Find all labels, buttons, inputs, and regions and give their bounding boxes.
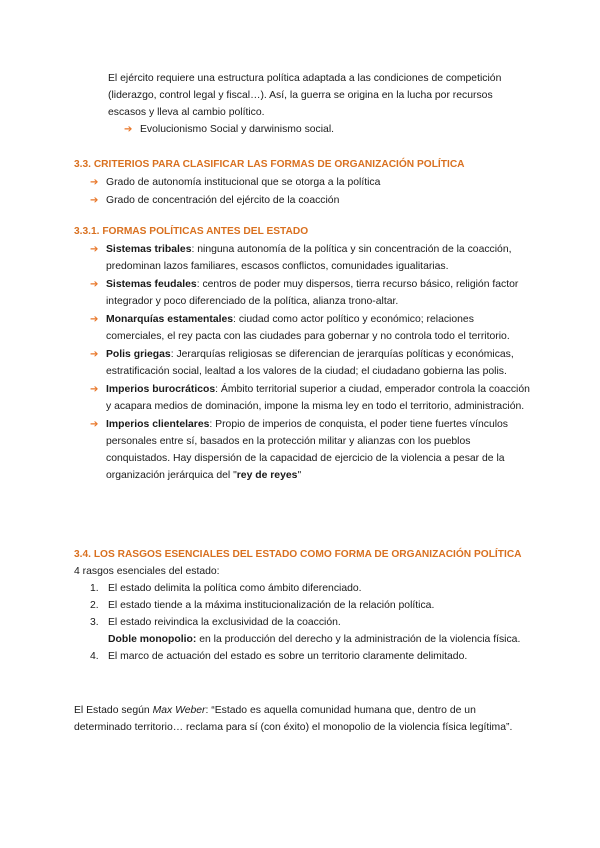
list-item — [90, 276, 530, 310]
list-item-text: El marco de actuación del estado es sobre un territorio claramente delimitado. — [108, 651, 468, 662]
list-number: 1. — [90, 583, 99, 594]
list-item-body — [106, 276, 530, 310]
list-item — [90, 614, 530, 648]
definition: : ciudad como actor político y económico; relaciones comerciales, el rey pacta con las ciudades para gobernar y no controla todo el territorio. — [106, 314, 510, 342]
section-3-4 — [0, 546, 600, 665]
list-item — [90, 597, 530, 614]
intro-paragraph: El ejército requiere una estructura política adaptada a las condiciones de competición (liderazgo, control legal y fiscal…). Así, la guerra se origina en la lucha por recursos escasos y lleva al cambio político. — [108, 73, 502, 118]
section-heading: 3.4. LOS RASGOS ESENCIALES DEL ESTADO COMO FORMA DE ORGANIZACIÓN POLÍTICA — [74, 549, 522, 560]
list-item — [90, 580, 530, 597]
list-item-text: Grado de autonomía institucional que se otorga a la política — [106, 177, 381, 188]
term: Sistemas tribales — [106, 244, 192, 255]
forms-list — [0, 241, 530, 484]
list-item — [90, 416, 530, 484]
arrow-icon: ➔ — [90, 314, 99, 325]
section-3-3-1 — [0, 223, 600, 485]
list-item-text: Grado de concentración del ejército de la coacción — [106, 195, 340, 206]
arrow-icon: ➔ — [90, 244, 99, 255]
arrow-icon: ➔ — [90, 419, 99, 430]
weber-author: Max Weber — [152, 705, 206, 716]
definition: : centros de poder muy dispersos, tierra recurso básico, religión factor integrador y poco diferenciado de la política, alianza trono-altar. — [106, 279, 519, 307]
definition: en la producción del derecho y la administración de la violencia física. — [196, 634, 521, 645]
section-heading: 3.3. CRITERIOS PARA CLASIFICAR LAS FORMAS DE ORGANIZACIÓN POLÍTICA — [74, 159, 465, 170]
list-item-body — [106, 241, 530, 275]
list-number: 3. — [90, 617, 99, 628]
section-lead: 4 rasgos esenciales del estado: — [74, 566, 220, 577]
term: Sistemas feudales — [106, 279, 197, 290]
list-item-text: El estado tiende a la máxima institucionalización de la relación política. — [108, 600, 435, 611]
arrow-icon: ➔ — [124, 124, 133, 135]
definition-tail: " — [297, 470, 302, 481]
term-rey-de-reyes: rey de reyes — [236, 470, 298, 481]
list-item-body — [106, 416, 530, 484]
list-item — [90, 381, 530, 415]
term: Monarquías estamentales — [106, 314, 234, 325]
weber-pre: El Estado según — [74, 705, 153, 716]
arrow-icon: ➔ — [90, 195, 99, 206]
arrow-icon: ➔ — [90, 384, 99, 395]
traits-list — [0, 580, 530, 665]
arrow-icon: ➔ — [90, 279, 99, 290]
term: Polis griegas — [106, 349, 171, 360]
list-item — [90, 311, 530, 345]
intro-sub-item-text: Evolucionismo Social y darwinismo social. — [140, 124, 335, 135]
list-item — [90, 174, 530, 191]
weber-quote: : “Estado es aquella comunidad humana que, dentro de un determinado territorio… reclama para sí (con éxito) el monopolio de la violencia física legítima”. — [74, 705, 513, 733]
list-item — [90, 241, 530, 275]
section-3-3 — [0, 156, 600, 210]
list-item — [90, 648, 530, 665]
arrow-icon: ➔ — [90, 177, 99, 188]
arrow-icon: ➔ — [90, 349, 99, 360]
term-doble-monopolio: Doble monopolio: — [108, 634, 197, 645]
list-item — [90, 346, 530, 380]
definition: : ninguna autonomía de la política y sin concentración de la coacción, predominan lazos familiares, escasos conflictos, comunidades igualitarias. — [106, 244, 512, 272]
list-number: 4. — [90, 651, 99, 662]
definition: : Propio de imperios de conquista, el poder tiene fuertes vínculos personales entre sí, basados en la protección militar y alianzas con los pueblos conquistados. Hay dispersión de la capacidad de ejercicio de la violencia a pesar de la organización jerárquica del " — [106, 419, 509, 481]
list-item-text: El estado reivindica la exclusividad de la coacción. — [108, 617, 341, 628]
criteria-list — [0, 174, 530, 209]
list-item-body — [106, 311, 530, 345]
intro-sub-item — [0, 121, 600, 138]
list-item — [90, 192, 530, 209]
weber-block — [0, 702, 600, 736]
list-item-text: El estado delimita la política como ámbito diferenciado. — [108, 583, 362, 594]
term: Imperios burocráticos — [106, 384, 216, 395]
list-item-body — [106, 346, 530, 380]
section-heading: 3.3.1. FORMAS POLÍTICAS ANTES DEL ESTADO — [74, 226, 309, 237]
list-item-body — [108, 614, 520, 648]
intro-block — [0, 70, 600, 138]
list-number: 2. — [90, 600, 99, 611]
weber-paragraph — [0, 702, 534, 736]
term: Imperios clientelares — [106, 419, 210, 430]
definition: : Jerarquías religiosas se diferencian de jerarquías políticas y económicas, estratificación social, lealtad a los valores de la ciudad; el ciudadano gobierna las polis. — [106, 349, 514, 377]
definition: : Ámbito territorial superior a ciudad, emperador controla la coacción y acapara medios de dominación, impone la misma ley en todo el territorio, administración. — [106, 384, 530, 412]
list-item-body — [106, 381, 530, 415]
